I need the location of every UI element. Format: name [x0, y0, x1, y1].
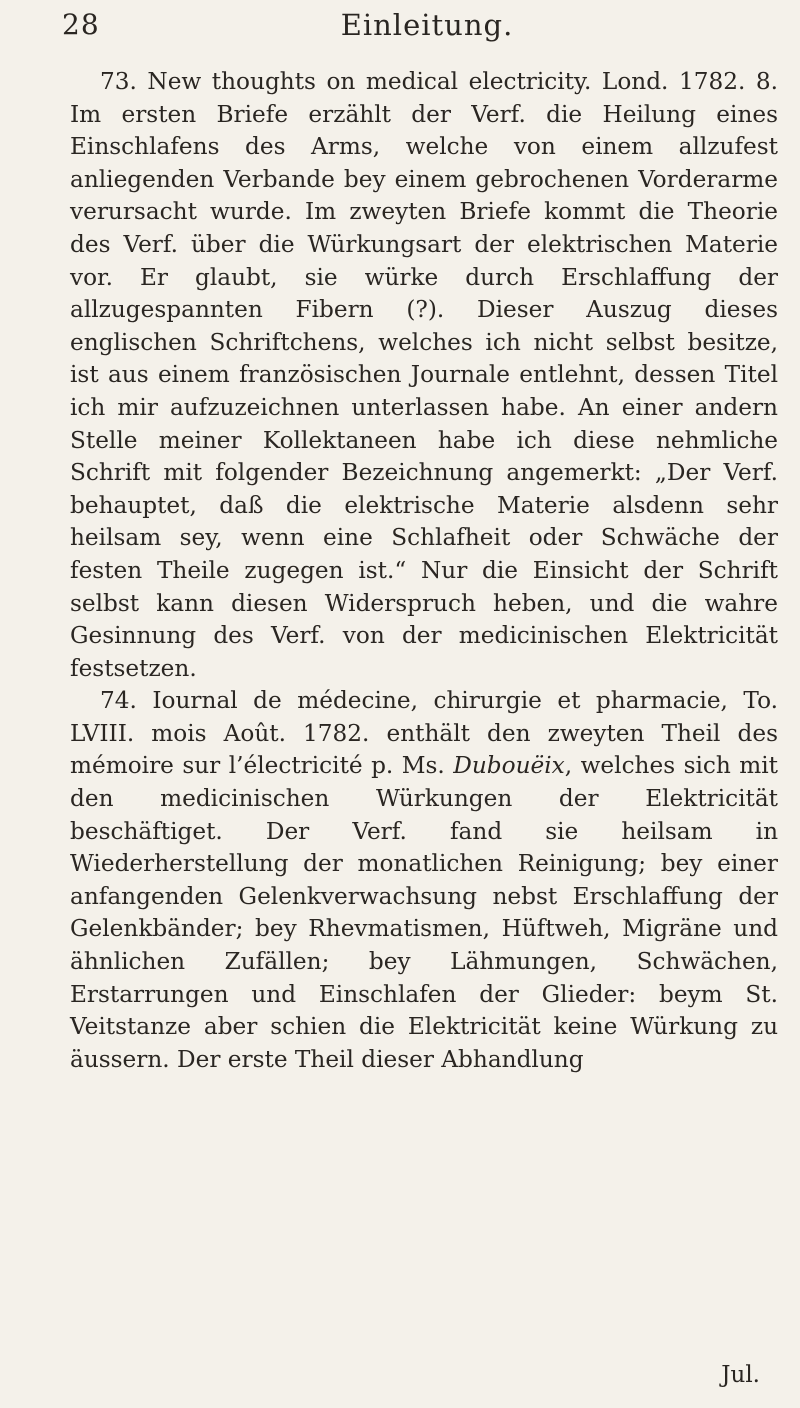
- entry-74-text-after: , welches sich mit den medicinischen Würkungen der Elektricität beschäftiget. Der Verf. fand sie heilsam in Wiederherstellung der monatlichen Reinigung; bey einer anfangenden Gelenkverwachsung nebst Erschlaffung der Gelenkbänder; bey Rhevmatismen, Hüftweh, Migräne und ähnlichen Zufällen; bey Lähmungen, Schwächen, Erstarrungen und Einschlafen der Glieder: beym St. Veitstanze aber schien die Elektricität keine Würkung zu äussern. Der erste Theil dieser Abhandlung: [70, 752, 779, 1073]
- entry-73-lead: 73. New thoughts on medical electricity. Lond. 1782. 8.: [100, 68, 778, 95]
- page-number: 28: [62, 8, 100, 41]
- running-head: Einleitung.: [340, 8, 514, 42]
- entry-74-author: Dubouëix: [453, 752, 565, 780]
- entry-74-text: enthält den zweyten Theil des mémoire sur l’électricité p. Ms.: [70, 719, 779, 780]
- entry-74-lead: 74. Iournal de médecine, chirurgie et pharmacie, To. LVIII. mois Août. 1782.: [70, 687, 778, 747]
- entry-73-text: Im ersten Briefe erzählt der Verf. die Heilung eines Einschlafens des Arms, welche von einem allzufest anliegenden Verbande bey einem gebrochenen Vorderarme verursacht wurde. Im zweyten Briefe kommt die Theorie des Verf. über die Würkungsart der elektrischen Materie vor. Er glaubt, sie würke durch Erschlaffung der allzugespannten Fibern (?). Dieser Auszug dieses englischen Schriftchens, welches ich nicht selbst besitze, ist aus einem französischen Journale entlehnt, dessen Titel ich mir aufzuzeichnen unterlassen habe. An einer andern Stelle meiner Kollektaneen habe ich diese nehmliche Schrift mit folgender Bezeichnung angemerkt: „Der Verf. behauptet, daß die elektrische Materie alsdenn sehr heilsam sey, wenn eine Schlafheit oder Schwäche der festen Theile zugegen ist.“ Nur die Einsicht der Schrift selbst kann diesen Widerspruch heben, und die wahre Gesinnung des Verf. von der medicinischen Elektricität festsetzen.: [70, 100, 778, 682]
- body-text: [70, 66, 778, 1076]
- entry-74: [70, 685, 778, 1076]
- catchword: Jul.: [721, 1362, 760, 1388]
- page-header: [62, 8, 762, 48]
- entry-73: [70, 66, 778, 685]
